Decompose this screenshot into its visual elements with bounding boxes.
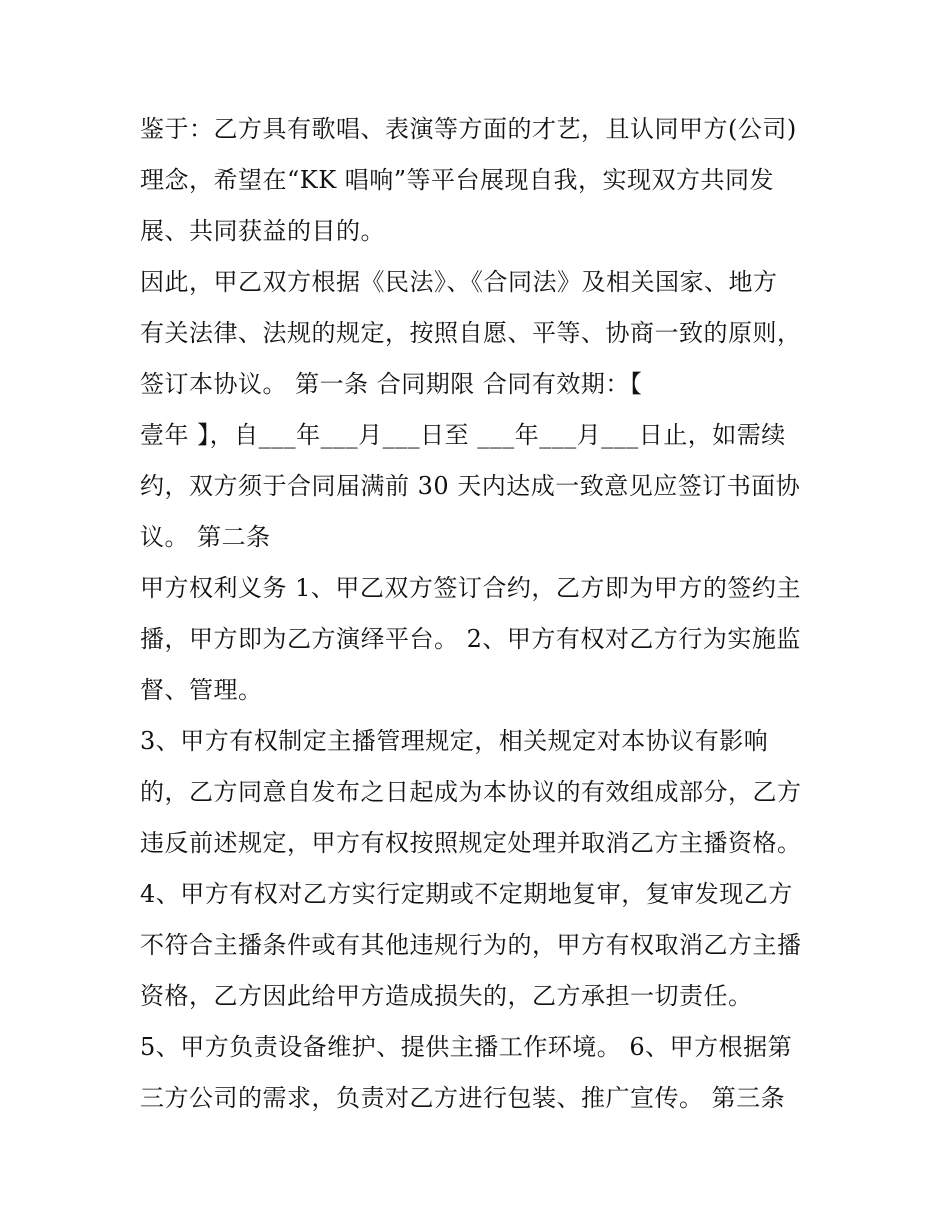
text-line: 签订本协议。 第一条 合同期限 合同有效期：【 <box>140 370 643 398</box>
text-line: 督、管理。 <box>140 676 263 704</box>
text-line: 展、共同获益的目的。 <box>140 217 385 245</box>
text-line: 壹年 】，自___年___月___日至 ___年___月___日止，如需续 <box>140 421 786 449</box>
text-line: 三方公司的需求，负责对乙方进行包装、推广宣传。 第三条 <box>140 1084 786 1112</box>
text-line: 约，双方须于合同届满前 30 天内达成一致意见应签订书面协 <box>140 472 801 500</box>
text-line: 不符合主播条件或有其他违规行为的，甲方有权取消乙方主播 <box>140 931 802 959</box>
text-line: 鉴于：乙方具有歌唱、表演等方面的才艺，且认同甲方(公司) <box>140 115 797 143</box>
text-line: 的，乙方同意自发布之日起成为本协议的有效组成部分，乙方 <box>140 778 802 806</box>
text-line: 因此，甲乙双方根据《民法》、《合同法》及相关国家、地方 <box>140 268 778 296</box>
text-line: 甲方权利义务 1、甲乙双方签订合约，乙方即为甲方的签约主 <box>140 574 801 602</box>
text-line: 3、甲方有权制定主播管理规定，相关规定对本协议有影响 <box>140 727 769 755</box>
text-line: 播，甲方即为乙方演绎平台。 2、甲方有权对乙方行为实施监 <box>140 625 801 653</box>
text-line: 理念，希望在“KK 唱响”等平台展现自我，实现双方共同发 <box>140 166 775 194</box>
text-line: 有关法律、法规的规定，按照自愿、平等、协商一致的原则， <box>140 319 802 347</box>
text-line: 资格，乙方因此给甲方造成损失的，乙方承担一切责任。 <box>140 982 753 1010</box>
text-line: 4、甲方有权对乙方实行定期或不定期地复审，复审发现乙方 <box>140 880 793 908</box>
text-line: 议。 第二条 <box>140 523 271 551</box>
text-line: 违反前述规定，甲方有权按照规定处理并取消乙方主播资格。 <box>140 829 802 857</box>
text-line: 5、甲方负责设备维护、提供主播工作环境。 6、甲方根据第 <box>140 1033 793 1061</box>
